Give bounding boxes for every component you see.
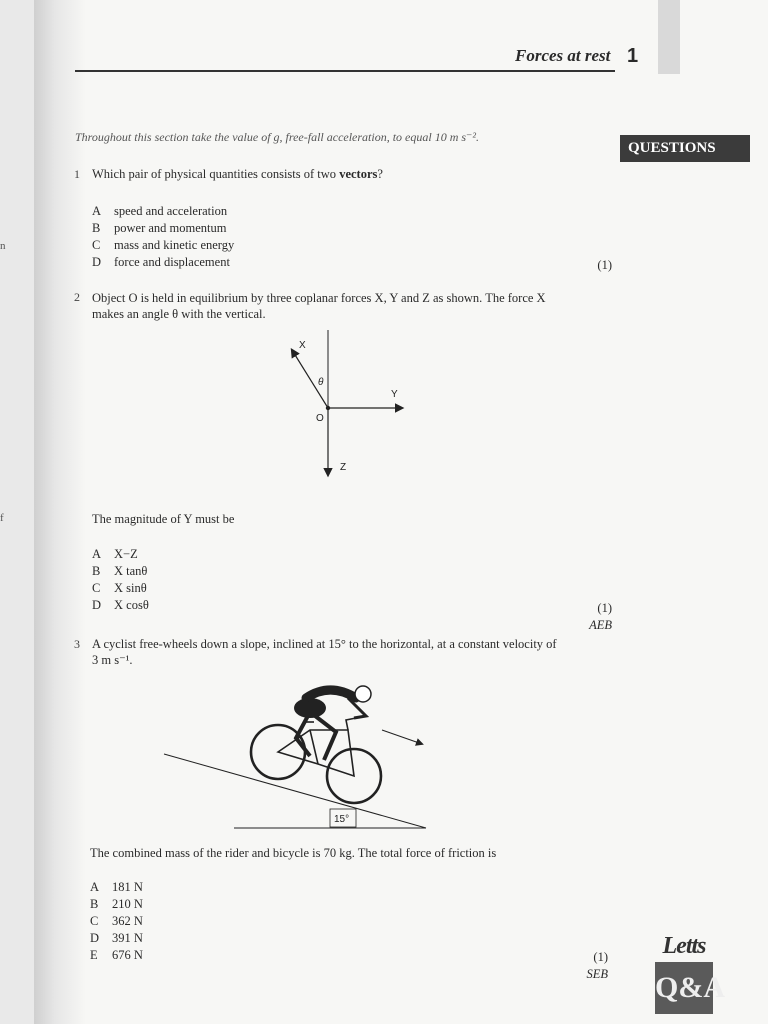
question-3-options [90,879,143,964]
letts-qa-logo [655,932,725,1020]
option [92,203,234,220]
question-3-prompt [90,845,496,861]
question-2-text [92,290,612,322]
option-letter: D [92,255,102,269]
prompt-text: The combined mass of the rider and bicycle is 70 kg. The total force of friction is [90,846,497,860]
option [90,879,143,896]
marks: (1) [593,950,608,964]
prompt-text: The magnitude of Y must be [92,512,235,526]
option [92,597,149,614]
option-letter: A [90,880,100,894]
option-letter: D [92,598,102,612]
label-z: Z [340,462,347,473]
option-text: 181 N [112,880,143,894]
option-letter: D [90,931,100,945]
option [90,947,143,964]
option-text: 210 N [112,897,143,911]
label-y: Y [391,389,398,400]
question-text-part: Which pair of physical quantities consists of two [92,167,340,181]
book-page [34,0,768,1024]
velocity-arrow [382,730,422,744]
questions-tab: QUESTIONS [620,135,750,162]
header-rule [75,70,615,72]
left-page-mark: n [0,240,6,252]
option-text: X−Z [114,547,138,561]
question-text-part: ? [377,167,383,181]
object-o-point [326,406,330,410]
page-gutter-shadow [34,0,86,1024]
question-text-line: 3 m s⁻¹. [92,653,133,667]
question-number: 1 [74,167,80,181]
option-letter: C [92,581,101,595]
option-letter: C [92,238,101,252]
option-text: force and displacement [114,255,230,269]
label-o: O [316,413,324,424]
option [92,220,234,237]
option-text: power and momentum [114,221,227,235]
question-2-options [92,546,149,614]
option [92,254,234,271]
option [90,930,143,947]
option-text: X sinθ [114,581,147,595]
question-text-line: A cyclist free-wheels down a slope, inclined at 15° to the horizontal, at a constant velocity of [92,637,557,651]
marks: (1) [597,601,612,615]
cyclist-diagram [160,672,430,832]
question-1-options [92,203,234,271]
exam-board: AEB [589,618,612,632]
force-diagram [274,330,454,490]
label-x: X [299,340,306,351]
option [90,896,143,913]
option [92,563,149,580]
slope-line [164,754,426,828]
exam-board: SEB [586,967,608,981]
option-text: 362 N [112,914,143,928]
option-text: X cosθ [114,598,149,612]
option-letter: E [90,948,98,962]
option [92,546,149,563]
left-page-mark: f [0,512,4,524]
angle-label: 15° [334,814,350,825]
option-letter: A [92,204,102,218]
option [92,580,149,597]
option-letter: C [90,914,99,928]
option-letter: B [92,564,101,578]
option-text: X tanθ [114,564,148,578]
chapter-number: 1 [627,45,639,67]
option [92,237,234,254]
logo-qa-box: Q&A [655,962,713,1014]
option-text: speed and acceleration [114,204,228,218]
question-text-line: makes an angle θ with the vertical. [92,307,266,321]
logo-letts-text: Letts [662,933,706,959]
question-number: 3 [74,637,80,651]
option-text: mass and kinetic energy [114,238,235,252]
marks: (1) [597,258,612,272]
section-intro: Throughout this section take the value of g, free-fall acceleration, to equal 10 m s⁻². [75,130,479,144]
option-text: 676 N [112,948,143,962]
page-title: Forces at rest [515,46,611,65]
question-1-text [92,166,383,182]
question-number: 2 [74,290,80,304]
option-text: 391 N [112,931,143,945]
option-letter: B [92,221,101,235]
question-2-prompt [92,511,234,527]
question-3-text [92,636,622,668]
option [90,913,143,930]
option-letter: B [90,897,99,911]
option-letter: A [92,547,102,561]
question-text-line: Object O is held in equilibrium by three coplanar forces X, Y and Z as shown. The force X [92,291,546,305]
label-theta: θ [318,377,324,388]
chapter-tab [658,0,680,74]
question-text-bold: vectors [339,167,378,181]
